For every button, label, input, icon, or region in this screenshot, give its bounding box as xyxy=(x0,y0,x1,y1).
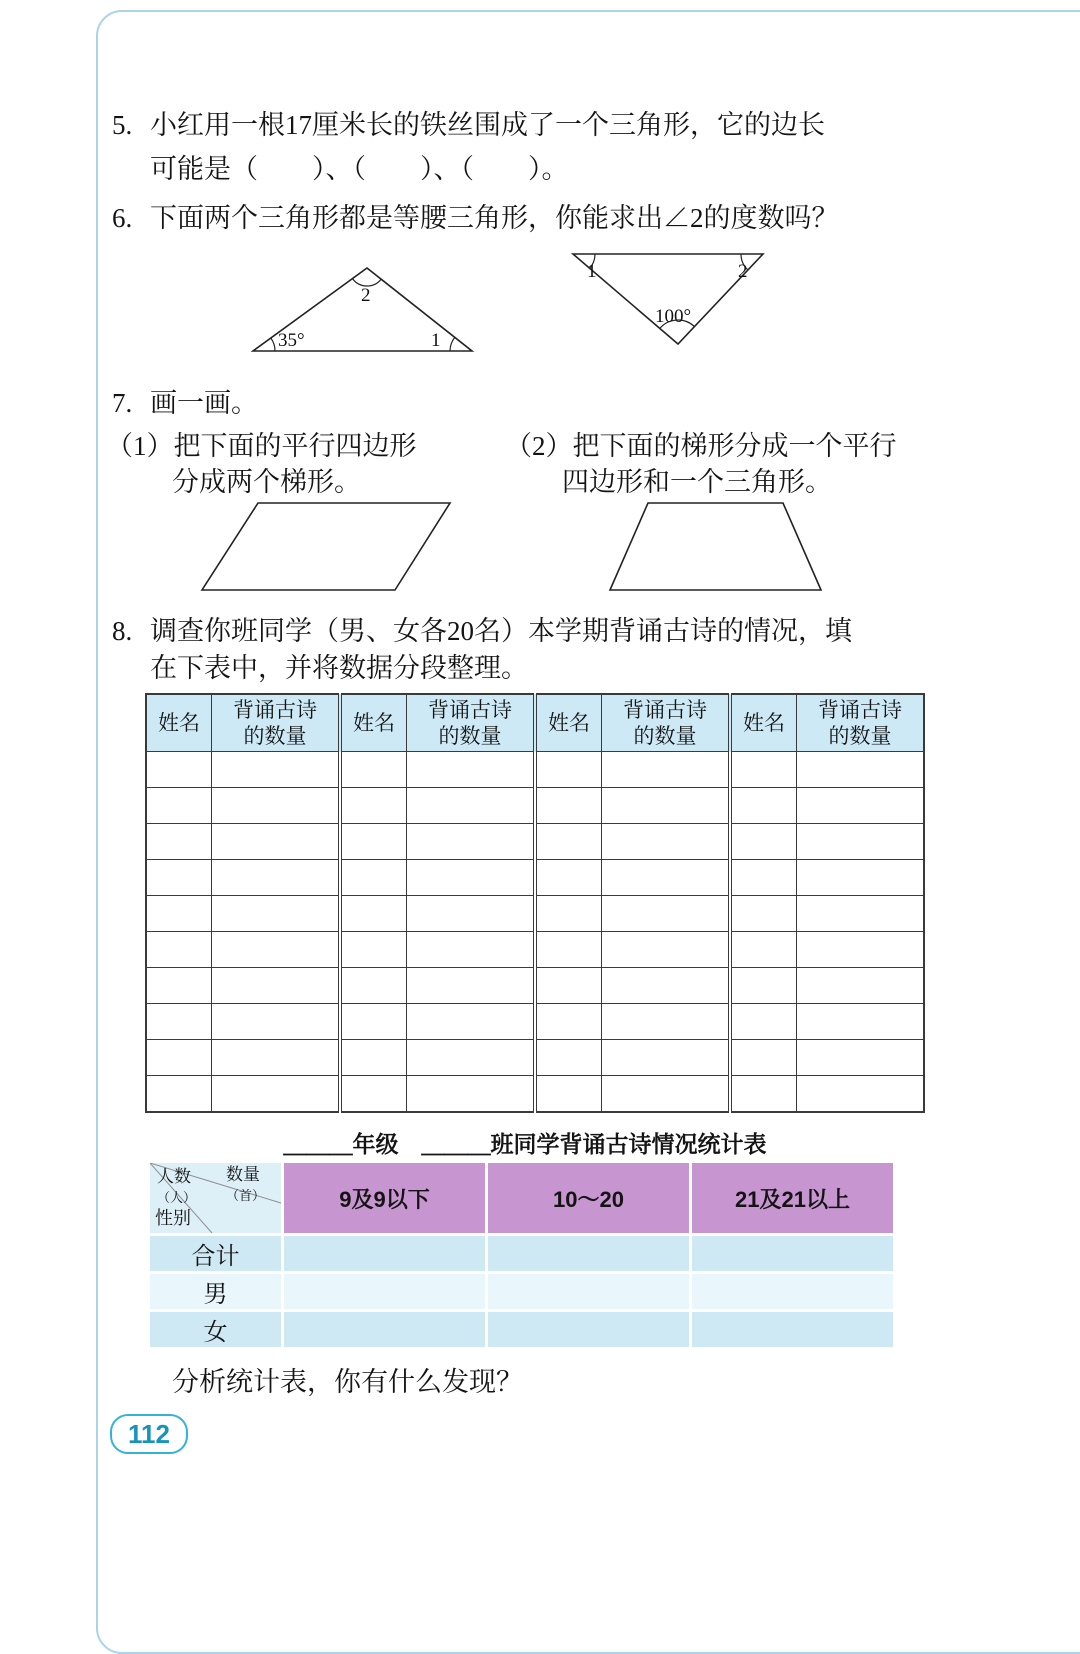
stats-data-cell xyxy=(692,1274,893,1309)
record-cell-name xyxy=(146,1004,212,1040)
record-cell-qty xyxy=(212,860,341,896)
record-cell-qty xyxy=(407,1004,536,1040)
record-cell-name xyxy=(535,1040,602,1076)
record-header-qty: 背诵古诗 的数量 xyxy=(602,694,731,752)
parallelogram-figure xyxy=(198,500,463,595)
record-cell-name xyxy=(340,1040,407,1076)
record-cell-name xyxy=(340,896,407,932)
question-5-line-2: 可能是（ ）、（ ）、（ ）。 xyxy=(150,154,569,184)
question-7-number: 7. xyxy=(112,388,133,418)
isosceles-triangle-right xyxy=(560,246,775,354)
record-cell-name xyxy=(340,932,407,968)
record-cell-name xyxy=(730,824,797,860)
angle-100-label: 100° xyxy=(655,306,692,327)
record-table-body xyxy=(146,752,924,1113)
record-cell-name xyxy=(730,1040,797,1076)
record-header-qty: 背诵古诗 的数量 xyxy=(407,694,536,752)
record-row xyxy=(146,860,924,896)
stats-data-cell xyxy=(692,1236,893,1271)
record-cell-name xyxy=(730,1076,797,1113)
record-cell-qty xyxy=(212,824,341,860)
question-8-line-2: 在下表中，并将数据分段整理。 xyxy=(150,653,528,683)
record-row xyxy=(146,1076,924,1113)
record-cell-qty xyxy=(212,1040,341,1076)
question-7-part2-line1: （2）把下面的梯形分成一个平行 xyxy=(505,431,897,461)
question-5-line-1 xyxy=(112,107,825,145)
question-5-number: 5. xyxy=(112,110,133,140)
stats-data-cell xyxy=(284,1236,485,1271)
stats-data-cell xyxy=(488,1236,689,1271)
record-header-name: 姓名 xyxy=(146,694,212,752)
angle-arc xyxy=(450,337,455,351)
parallelogram-shape xyxy=(202,503,450,590)
record-row xyxy=(146,968,924,1004)
question-7-title: 画一画。 xyxy=(150,388,258,418)
record-cell-qty xyxy=(407,968,536,1004)
stats-row-total xyxy=(150,1236,893,1271)
stats-row-label-total: 合计 xyxy=(150,1236,281,1271)
stats-col-header-high: 21及21以上 xyxy=(692,1163,893,1233)
triangle-right-shape xyxy=(573,254,763,344)
record-cell-qty xyxy=(797,968,925,1004)
isosceles-triangle-left xyxy=(240,250,500,362)
record-row xyxy=(146,788,924,824)
record-header-row xyxy=(146,694,924,752)
stats-col-header-mid: 10～20 xyxy=(488,1163,689,1233)
angle-1-label: 1 xyxy=(431,330,441,351)
angle-1-label: 1 xyxy=(587,261,597,282)
record-cell-qty xyxy=(797,1040,925,1076)
record-cell-qty xyxy=(407,896,536,932)
corner-column-variable: 数量 （首） xyxy=(226,1165,266,1203)
record-cell-name xyxy=(340,824,407,860)
question-7-part2-line2: 四边形和一个三角形。 xyxy=(562,467,832,497)
record-cell-name xyxy=(535,752,602,788)
record-row xyxy=(146,932,924,968)
stats-data-cell xyxy=(284,1274,485,1309)
record-cell-qty xyxy=(212,752,341,788)
trapezoid-figure xyxy=(603,500,828,595)
question-7-part1-line1: （1）把下面的平行四边形 xyxy=(106,431,417,461)
record-cell-name xyxy=(730,968,797,1004)
record-cell-name xyxy=(730,896,797,932)
record-cell-name xyxy=(730,752,797,788)
stats-data-cell xyxy=(488,1312,689,1347)
record-cell-qty xyxy=(797,752,925,788)
record-cell-name xyxy=(340,752,407,788)
record-cell-qty xyxy=(212,932,341,968)
stats-data-cell xyxy=(692,1312,893,1347)
record-cell-qty xyxy=(212,968,341,1004)
record-header-name: 姓名 xyxy=(340,694,407,752)
angle-arc xyxy=(271,338,275,351)
angle-35-label: 35° xyxy=(278,330,305,351)
record-header-name: 姓名 xyxy=(535,694,602,752)
record-cell-qty xyxy=(797,1004,925,1040)
record-cell-name xyxy=(146,1040,212,1076)
stats-col-header-low: 9及9以下 xyxy=(284,1163,485,1233)
question-6-number: 6. xyxy=(112,203,133,233)
question-8-line-1 xyxy=(112,613,852,651)
record-header-qty: 背诵古诗 的数量 xyxy=(212,694,341,752)
record-cell-name xyxy=(535,932,602,968)
record-cell-qty xyxy=(602,788,731,824)
record-row xyxy=(146,896,924,932)
record-cell-name xyxy=(146,824,212,860)
record-cell-name xyxy=(340,860,407,896)
question-5-text: 小红用一根17厘米长的铁丝围成了一个三角形，它的边长 xyxy=(150,110,825,140)
record-cell-name xyxy=(146,968,212,1004)
question-6-line xyxy=(112,200,839,238)
stats-row-female xyxy=(150,1312,893,1347)
record-cell-qty xyxy=(407,860,536,896)
record-cell-name xyxy=(340,1076,407,1113)
stats-data-cell xyxy=(488,1274,689,1309)
record-cell-qty xyxy=(797,896,925,932)
record-cell-qty xyxy=(407,1076,536,1113)
record-cell-qty xyxy=(602,1004,731,1040)
record-cell-qty xyxy=(602,1076,731,1113)
record-cell-qty xyxy=(602,752,731,788)
record-cell-qty xyxy=(602,932,731,968)
record-cell-qty xyxy=(797,860,925,896)
record-cell-qty xyxy=(602,896,731,932)
record-header-name: 姓名 xyxy=(730,694,797,752)
stats-header-row xyxy=(150,1163,893,1233)
record-header-qty: 背诵古诗 的数量 xyxy=(797,694,925,752)
question-7-title-line xyxy=(112,385,258,423)
record-cell-qty xyxy=(407,824,536,860)
angle-2-label: 2 xyxy=(361,285,371,306)
record-cell-qty xyxy=(602,860,731,896)
record-cell-name xyxy=(535,1076,602,1113)
stats-corner-cell xyxy=(150,1163,281,1233)
poem-stats-table xyxy=(147,1160,896,1350)
stats-table-title: ＿＿＿年级 ＿＿＿班同学背诵古诗情况统计表 xyxy=(283,1131,767,1157)
record-cell-name xyxy=(730,932,797,968)
stats-row-label-female: 女 xyxy=(150,1312,281,1347)
record-cell-qty xyxy=(602,968,731,1004)
poem-record-table xyxy=(145,693,925,1113)
record-cell-name xyxy=(535,896,602,932)
stats-row-label-male: 男 xyxy=(150,1274,281,1309)
corner-cell-variable: 人数 （人） xyxy=(157,1167,197,1205)
record-cell-name xyxy=(535,968,602,1004)
record-cell-name xyxy=(146,932,212,968)
record-cell-qty xyxy=(602,1040,731,1076)
record-cell-name xyxy=(340,968,407,1004)
record-row xyxy=(146,1004,924,1040)
record-cell-qty xyxy=(797,824,925,860)
record-cell-name xyxy=(146,860,212,896)
record-cell-name xyxy=(730,1004,797,1040)
record-cell-name xyxy=(146,1076,212,1113)
question-8-number: 8. xyxy=(112,616,133,646)
analysis-prompt: 分析统计表，你有什么发现？ xyxy=(172,1367,523,1397)
record-cell-qty xyxy=(212,896,341,932)
record-cell-qty xyxy=(797,932,925,968)
record-cell-name xyxy=(535,860,602,896)
record-cell-qty xyxy=(212,788,341,824)
record-cell-name xyxy=(535,1004,602,1040)
stats-row-male xyxy=(150,1274,893,1309)
record-cell-qty xyxy=(407,932,536,968)
record-cell-name xyxy=(146,788,212,824)
record-cell-name xyxy=(730,860,797,896)
record-row xyxy=(146,752,924,788)
question-6-text: 下面两个三角形都是等腰三角形，你能求出∠2的度数吗？ xyxy=(150,203,839,233)
record-cell-name xyxy=(340,1004,407,1040)
record-cell-qty xyxy=(212,1076,341,1113)
question-7-part1-line2: 分成两个梯形。 xyxy=(172,467,361,497)
question-8-text: 调查你班同学（男、女各20名）本学期背诵古诗的情况，填 xyxy=(150,616,852,646)
record-cell-name xyxy=(340,788,407,824)
page-number-badge: 112 xyxy=(110,1414,188,1454)
angle-2-label: 2 xyxy=(738,261,748,282)
corner-row-variable: 性别 xyxy=(155,1208,191,1229)
record-cell-name xyxy=(146,752,212,788)
record-cell-name xyxy=(146,896,212,932)
record-cell-name xyxy=(730,788,797,824)
record-cell-qty xyxy=(407,1040,536,1076)
stats-data-cell xyxy=(284,1312,485,1347)
record-cell-name xyxy=(535,824,602,860)
record-row xyxy=(146,824,924,860)
record-cell-qty xyxy=(602,824,731,860)
record-cell-qty xyxy=(407,788,536,824)
record-cell-qty xyxy=(212,1004,341,1040)
record-cell-qty xyxy=(797,1076,925,1113)
record-cell-name xyxy=(535,788,602,824)
record-cell-qty xyxy=(407,752,536,788)
trapezoid-shape xyxy=(610,503,821,590)
record-row xyxy=(146,1040,924,1076)
record-cell-qty xyxy=(797,788,925,824)
